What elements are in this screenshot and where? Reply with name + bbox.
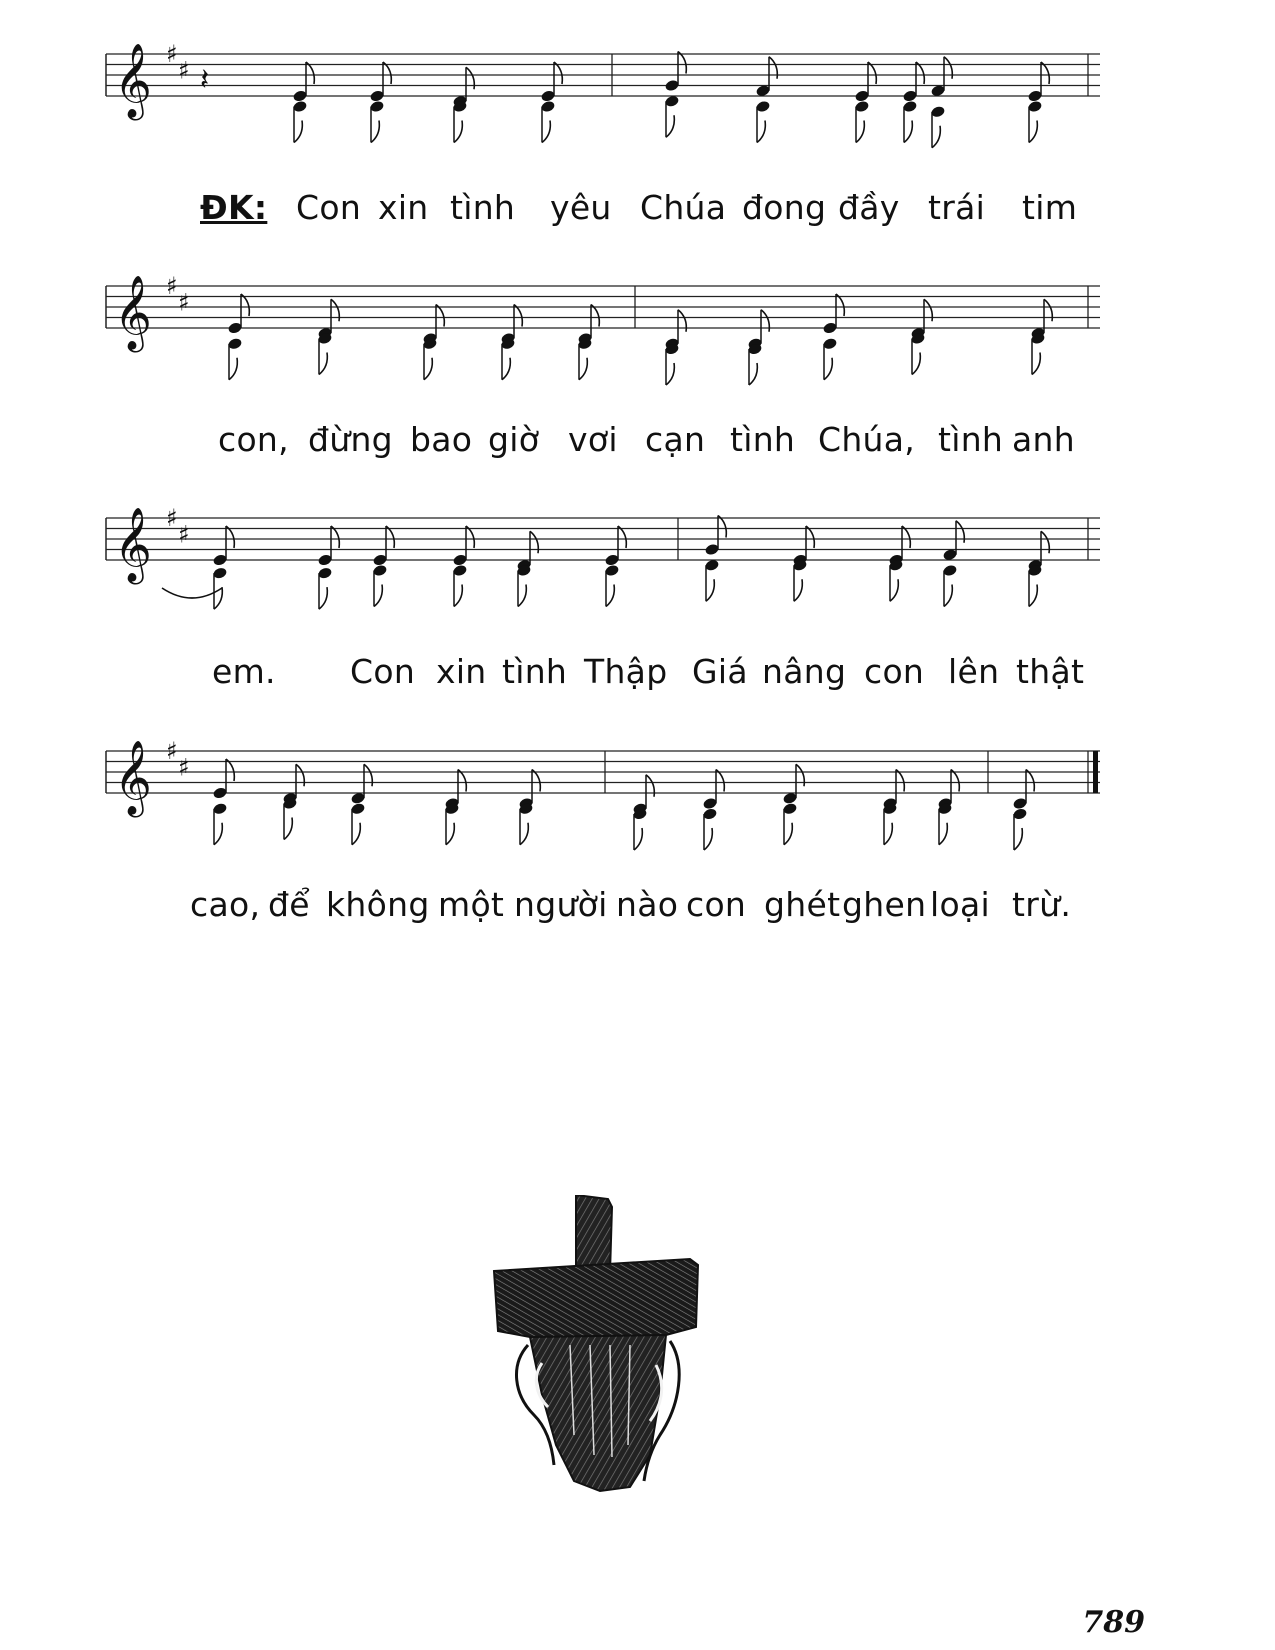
music-system-3 [100, 504, 1160, 704]
note-flag [896, 770, 904, 792]
staff-4 [100, 737, 1160, 867]
note-flag [1029, 585, 1037, 607]
quarter-rest-icon: 𝄽 [200, 62, 210, 98]
lyric-syllable: xin [436, 652, 487, 691]
note-flag [944, 585, 952, 607]
note-flag [718, 516, 726, 538]
lyric-syllable: nâng [762, 652, 847, 691]
lyric-syllable: con [864, 652, 925, 691]
lyric-syllable: đừng [308, 420, 393, 459]
lyric-syllable: xin [378, 188, 429, 227]
lyric-syllable: Con [350, 652, 416, 691]
note-flag [932, 126, 940, 148]
note-flag [436, 305, 444, 327]
note-flag [319, 587, 327, 609]
note-flag [518, 585, 526, 607]
lyrics-line-2 [100, 420, 1160, 460]
note-flag [716, 770, 724, 792]
sharp-icon: ♯ [166, 40, 178, 68]
lyrics-line-4 [100, 885, 1160, 925]
lyric-syllable: anh [1012, 420, 1075, 459]
note-flag [374, 585, 382, 607]
lyric-syllable: ghen [842, 885, 927, 924]
lyric-syllable: lên [948, 652, 1000, 691]
note-flag [618, 526, 626, 548]
lyric-syllable: tình [730, 420, 796, 459]
note-flag [868, 62, 876, 84]
tie [162, 588, 222, 598]
note-flag [331, 526, 339, 548]
lyrics-line-3 [100, 652, 1160, 692]
note-flag [319, 353, 327, 375]
lyric-syllable: cao, [190, 885, 261, 924]
music-system-2 [100, 272, 1160, 472]
sharp-icon: ♯ [178, 288, 190, 317]
note-flag [678, 52, 686, 74]
refrain-label: ĐK: [200, 188, 268, 227]
treble-clef-icon: 𝄞 [114, 276, 152, 350]
note-flag [383, 62, 391, 84]
lyric-syllable: đầy [838, 188, 900, 227]
lyric-syllable: đong [742, 188, 827, 227]
note-flag [502, 358, 510, 380]
note-flag [466, 526, 474, 548]
note-flag [520, 823, 528, 845]
note-flag [591, 305, 599, 327]
lyric-syllable: không [326, 885, 430, 924]
note-flag [554, 62, 562, 84]
note-flag [226, 526, 234, 548]
note-flag [294, 121, 302, 143]
lyric-syllable: em. [212, 652, 276, 691]
lyric-syllable: người [514, 885, 608, 924]
note-flag [904, 121, 912, 143]
lyric-syllable: vơi [568, 420, 618, 459]
lyric-syllable: nào [616, 885, 679, 924]
lyric-syllable: con, [218, 420, 289, 459]
note-flag [1041, 62, 1049, 84]
note-flag [606, 585, 614, 607]
staff-2 [100, 272, 1160, 402]
note-flag [579, 358, 587, 380]
note-flag [1029, 121, 1037, 143]
staff-1 [100, 40, 1160, 170]
sharp-icon: ♯ [166, 272, 178, 300]
note-flag [666, 363, 674, 385]
note-flag [794, 579, 802, 601]
note-flag [424, 358, 432, 380]
sharp-icon: ♯ [166, 504, 178, 532]
lyrics-line-1 [100, 188, 1160, 228]
cross-with-hands-icon [490, 1195, 760, 1495]
note-flag [542, 121, 550, 143]
note-flag [890, 579, 898, 601]
note-flag [836, 294, 844, 316]
note-flag [306, 62, 314, 84]
lyric-syllable: yêu [550, 188, 612, 227]
note-flag [532, 770, 540, 792]
staff-3 [100, 504, 1160, 634]
note-flag [884, 823, 892, 845]
note-flag [634, 828, 642, 850]
lyric-syllable: tình [502, 652, 568, 691]
lyric-syllable: trừ. [1012, 885, 1072, 924]
lyric-syllable: giờ [488, 420, 540, 459]
sharp-icon: ♯ [178, 56, 190, 85]
note-flag [229, 358, 237, 380]
note-flag [352, 823, 360, 845]
lyric-syllable: ghét [764, 885, 841, 924]
note-flag [1014, 828, 1022, 850]
note-flag [824, 358, 832, 380]
lyric-syllable: một [438, 885, 505, 924]
note-flag [856, 121, 864, 143]
lyric-syllable: Con [296, 188, 362, 227]
note-flag [784, 823, 792, 845]
note-flag [214, 823, 222, 845]
lyric-syllable: bao [410, 420, 473, 459]
lyric-syllable: để [268, 885, 310, 924]
note-flag [706, 579, 714, 601]
lyric-syllable: Chúa, [818, 420, 916, 459]
treble-clef-icon: 𝄞 [114, 741, 152, 815]
note-flag [806, 526, 814, 548]
lyric-syllable: Chúa [640, 188, 727, 227]
note-flag [704, 828, 712, 850]
note-flag [386, 526, 394, 548]
lyric-syllable: thật [1016, 652, 1085, 691]
treble-clef-icon: 𝄞 [114, 508, 152, 582]
note-flag [916, 62, 924, 84]
treble-clef-icon: 𝄞 [114, 44, 152, 118]
lyric-syllable: Giá [692, 652, 748, 691]
note-flag [951, 770, 959, 792]
note-flag [1032, 353, 1040, 375]
note-flag [284, 818, 292, 840]
note-flag [454, 121, 462, 143]
page-number: 789 [1082, 1605, 1145, 1640]
sharp-icon: ♯ [178, 753, 190, 782]
lyric-syllable: con [686, 885, 747, 924]
note-flag [458, 770, 466, 792]
note-flag [241, 294, 249, 316]
note-flag [757, 121, 765, 143]
note-flag [371, 121, 379, 143]
lyric-syllable: tình [938, 420, 1004, 459]
note-flag [226, 759, 234, 781]
lyric-syllable: Thập [584, 652, 668, 691]
note-flag [454, 585, 462, 607]
lyric-syllable: tim [1022, 188, 1078, 227]
note-flag [902, 526, 910, 548]
note-flag [1026, 770, 1034, 792]
music-system-1 [100, 40, 1160, 240]
note-flag [912, 353, 920, 375]
note-flag [514, 305, 522, 327]
lyric-syllable: cạn [645, 420, 706, 459]
note-flag [939, 823, 947, 845]
sharp-icon: ♯ [178, 520, 190, 549]
note-flag [446, 823, 454, 845]
lyric-syllable: tình [450, 188, 516, 227]
lyric-syllable: loại [930, 885, 990, 924]
note-flag [749, 363, 757, 385]
music-system-4 [100, 737, 1160, 937]
final-barline-thick [1093, 751, 1098, 793]
note-flag [666, 115, 674, 137]
lyric-syllable: trái [928, 188, 986, 227]
sharp-icon: ♯ [166, 737, 178, 765]
